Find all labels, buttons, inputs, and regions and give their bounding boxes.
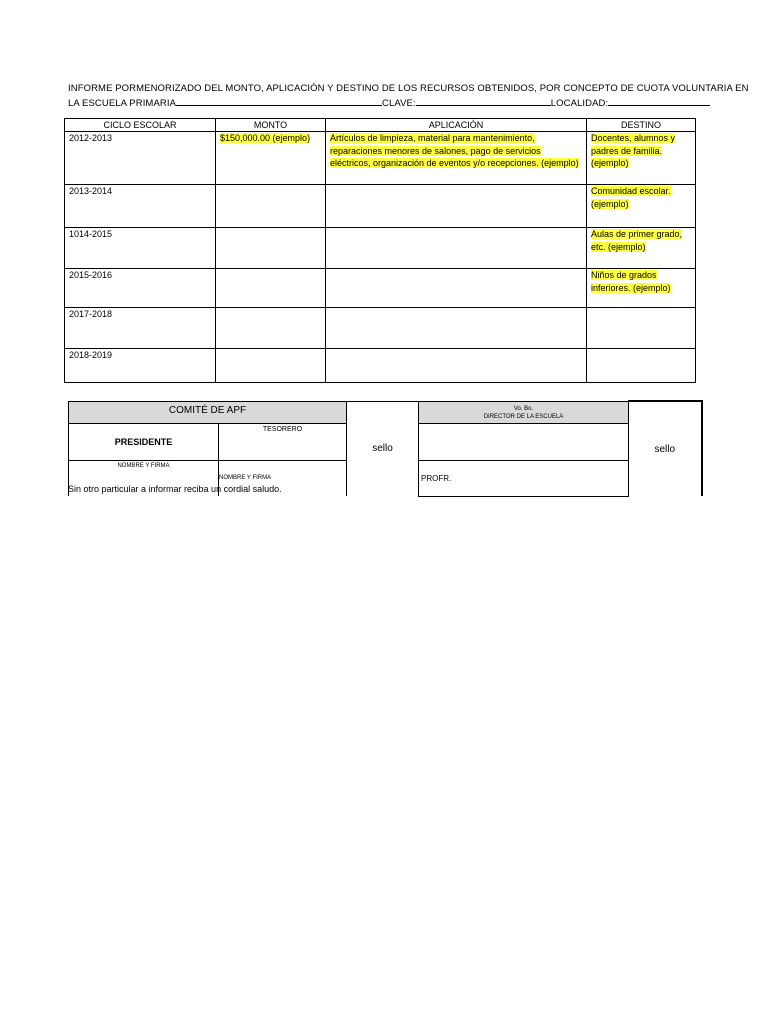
table-row (65, 132, 696, 185)
director-label: DIRECTOR DE LA ESCUELA (483, 413, 564, 420)
column-header-ciclo: CICLO ESCOLAR (65, 119, 216, 132)
cell-ciclo: 2017-2018 (65, 308, 216, 349)
escuela-label: LA ESCUELA PRIMARIA (68, 98, 177, 109)
table-row (65, 349, 696, 383)
presidente-label: PRESIDENTE (69, 423, 219, 460)
destino-value: Aulas de primer grado, etc. (ejemplo) (591, 229, 683, 252)
localidad-blank[interactable] (608, 95, 710, 106)
vobo-label: Vo. Bo. (513, 405, 534, 412)
destino-value: Comunidad escolar. (ejemplo) (591, 186, 671, 209)
cell-aplicacion[interactable] (326, 185, 587, 228)
cell-destino[interactable] (587, 349, 696, 383)
vobo-header (419, 401, 629, 423)
closing-remark: Sin otro particular a informar reciba un cordial saludo. (68, 484, 282, 494)
nombre-firma-2: NOMBRE Y FIRMA (219, 475, 272, 482)
cell-destino[interactable] (587, 132, 696, 185)
cell-aplicacion[interactable] (326, 308, 587, 349)
cell-ciclo: 2013-2014 (65, 185, 216, 228)
localidad-label: LOCALIDAD: (550, 98, 609, 109)
table-row (65, 185, 696, 228)
cell-aplicacion[interactable] (326, 269, 587, 308)
comite-title: COMITÉ DE APF (69, 401, 347, 423)
column-header-monto: MONTO (216, 119, 326, 132)
cell-destino[interactable] (587, 269, 696, 308)
cell-aplicacion[interactable] (326, 349, 587, 383)
table-row (65, 308, 696, 349)
sello-box-2[interactable] (629, 401, 702, 496)
header-line-1: INFORME PORMENORIZADO DEL MONTO, APLICACIÓN Y DESTINO DE LOS RECURSOS OBTENIDOS, POR CONCEPTO DE CUOTA VOLUNTARIA EN (68, 83, 749, 94)
signature-table (68, 400, 703, 497)
cell-ciclo: 2012-2013 (65, 132, 216, 185)
cell-destino[interactable] (587, 185, 696, 228)
column-header-aplicacion: APLICACIÓN (326, 119, 587, 132)
nombre-firma-1: NOMBRE Y FIRMA (117, 462, 170, 469)
profr-box[interactable] (419, 460, 629, 496)
resources-table (64, 118, 696, 383)
clave-blank[interactable] (416, 95, 551, 106)
clave-label: CLAVE: (382, 98, 416, 109)
director-signature-box[interactable] (419, 423, 629, 460)
cell-monto[interactable] (216, 349, 326, 383)
destino-value: Niños de grados inferiores. (ejemplo) (591, 270, 671, 293)
table-row (65, 269, 696, 308)
table-header-row (65, 119, 696, 132)
header-line-2 (68, 95, 698, 110)
cell-ciclo: 1014-2015 (65, 228, 216, 269)
report-header (68, 82, 749, 110)
cell-monto[interactable] (216, 308, 326, 349)
cell-destino[interactable] (587, 308, 696, 349)
cell-monto[interactable] (216, 228, 326, 269)
cell-aplicacion[interactable] (326, 228, 587, 269)
cell-monto[interactable] (216, 185, 326, 228)
table-row (65, 228, 696, 269)
tesorero-label: TESORERO (219, 423, 347, 460)
sello-box-1[interactable] (347, 401, 419, 496)
cell-monto[interactable] (216, 269, 326, 308)
cell-destino[interactable] (587, 228, 696, 269)
escuela-blank[interactable] (176, 95, 382, 106)
cell-ciclo: 2015-2016 (65, 269, 216, 308)
cell-monto[interactable] (216, 132, 326, 185)
sello-label-2: sello (654, 443, 676, 455)
sello-label-1: sello (372, 443, 393, 455)
aplicacion-value: Artículos de limpieza, material para mantenimiento, reparaciones menores de salones, pago de servicios eléctricos, organización de eventos y/o recepciones. (ejemplo) (330, 133, 579, 168)
monto-value: $150,000.00 (ejemplo) (220, 133, 311, 143)
column-header-destino: DESTINO (587, 119, 696, 132)
destino-value: Docentes, alumnos y padres de familia. (ejemplo) (591, 133, 676, 168)
cell-aplicacion[interactable] (326, 132, 587, 185)
cell-ciclo: 2018-2019 (65, 349, 216, 383)
profr-label: PROFR. (421, 473, 452, 483)
